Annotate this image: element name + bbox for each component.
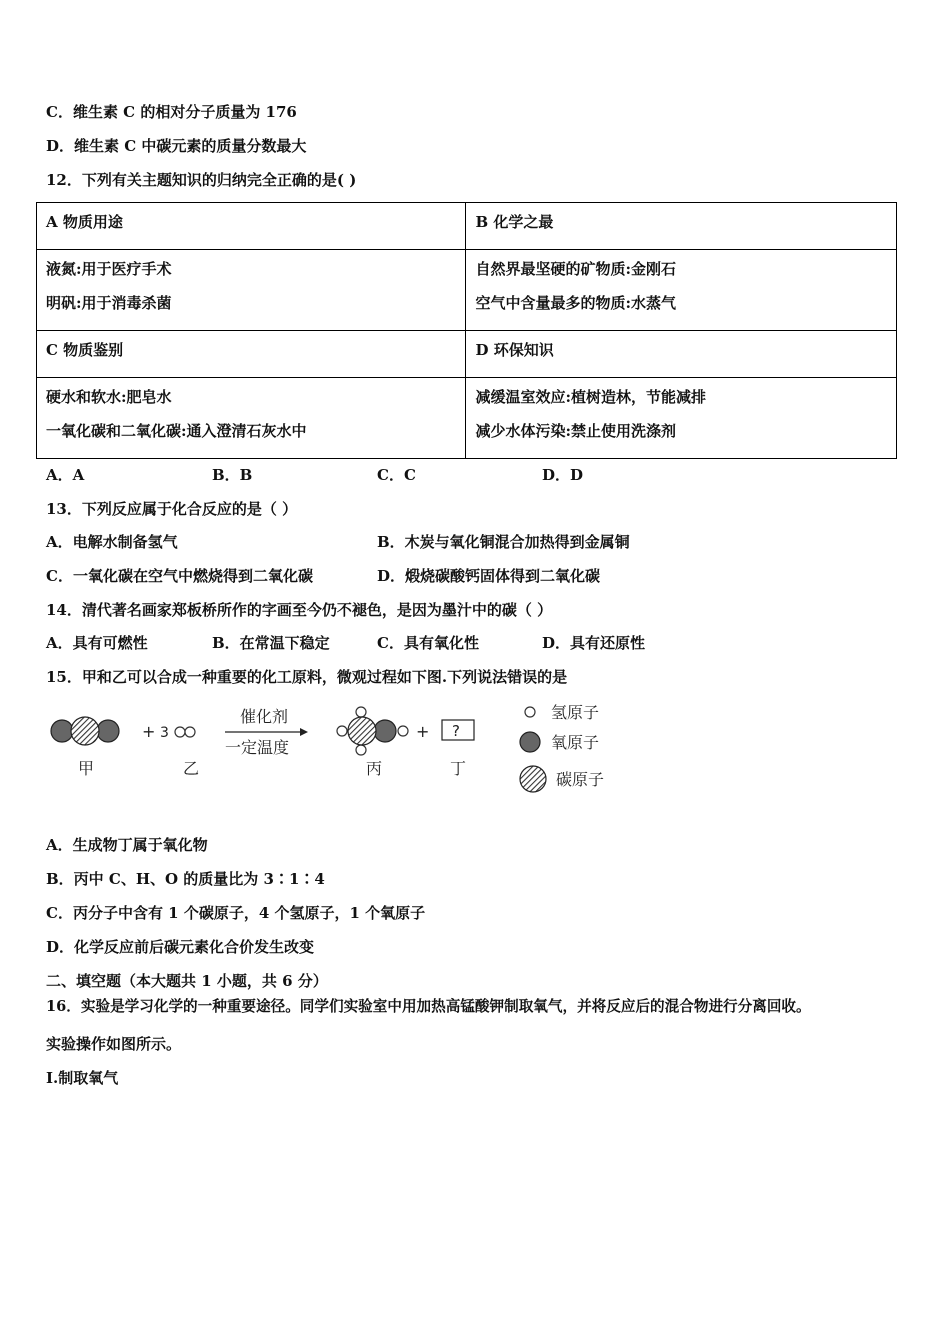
cell-a-title: A 物质用途	[37, 203, 466, 250]
q12-option-c: C．C	[377, 466, 416, 484]
cell-b-title: B 化学之最	[466, 203, 897, 250]
q15-option-d: D．化学反应前后碳元素化合价发生改变	[46, 938, 315, 956]
q14-option-a: A．具有可燃性	[46, 634, 148, 652]
cell-c-content: 硬水和软水:肥皂水 一氧化碳和二氧化碳:通入澄清石灰水中	[37, 378, 466, 459]
q12-option-d: D．D	[542, 466, 584, 484]
legend-hydrogen-label: 氢原子	[551, 703, 600, 722]
label-ding: 丁	[450, 759, 467, 778]
q13-option-d: D．煅烧碳酸钙固体得到二氧化碳	[377, 567, 601, 585]
q15-option-a: A．生成物丁属于氧化物	[46, 836, 208, 854]
legend	[520, 703, 604, 792]
q14-stem: 14．清代著名画家郑板桥所作的字画至今仍不褪色，是因为墨汁中的碳（ ）	[46, 601, 553, 619]
q16-sub-heading: Ⅰ.制取氧气	[46, 1069, 119, 1087]
q15-stem: 15．甲和乙可以合成一种重要的化工原料，微观过程如下图.下列说法错误的是	[46, 668, 568, 686]
cell-d-content: 减缓温室效应:植树造林，节能减排 减少水体污染:禁止使用洗涤剂	[466, 378, 897, 459]
q13-option-a: A．电解水制备氢气	[46, 533, 178, 551]
condition-label: 一定温度	[225, 738, 290, 757]
plus-sign-1: +	[142, 722, 156, 741]
legend-oxygen-label: 氧原子	[551, 733, 600, 752]
reaction-diagram	[44, 700, 624, 800]
molecule-jia	[51, 717, 119, 745]
legend-hydrogen-icon	[525, 707, 535, 717]
q14-option-b: B．在常温下稳定	[212, 634, 330, 652]
q13-option-b: B．木炭与氧化铜混合加热得到金属铜	[377, 533, 630, 551]
catalyst-label: 催化剂	[240, 707, 289, 726]
plus-sign-2: +	[416, 722, 430, 741]
unknown-mark: ?	[452, 722, 460, 740]
arrow-head	[300, 728, 308, 736]
label-bing: 丙	[366, 759, 383, 778]
coefficient: 3	[160, 725, 169, 741]
cell-d-title: D 环保知识	[466, 331, 897, 378]
legend-carbon-icon	[520, 766, 546, 792]
q12-option-b: B．B	[212, 466, 253, 484]
molecule-bing	[337, 707, 408, 755]
cell-c-title: C 物质鉴别	[37, 331, 466, 378]
q11-option-d: D．维生素 C 中碳元素的质量分数最大	[46, 137, 307, 155]
legend-oxygen-icon	[520, 732, 540, 752]
label-yi: 乙	[183, 759, 200, 778]
q12-option-a: A．A	[46, 466, 85, 484]
q13-option-c: C．一氧化碳在空气中燃烧得到二氧化碳	[46, 567, 313, 585]
section-heading: 二、填空题（本大题共 1 小题，共 6 分）	[46, 972, 328, 990]
q12-stem: 12．下列有关主题知识的归纳完全正确的是( )	[46, 171, 357, 189]
q15-option-c: C．丙分子中含有 1 个碳原子，4 个氢原子，1 个氧原子	[46, 904, 426, 922]
q11-option-c: C．维生素 C 的相对分子质量为 176	[46, 103, 297, 121]
molecule-yi	[175, 727, 195, 737]
q14-option-c: C．具有氧化性	[377, 634, 479, 652]
q12-knowledge-table	[36, 202, 897, 459]
legend-carbon-label: 碳原子	[556, 770, 605, 789]
q14-option-d: D．具有还原性	[542, 634, 646, 652]
q16-line-1: 16．实验是学习化学的一种重要途径。同学们实验室中用加热高锰酸钾制取氧气，并将反应后的混合物进行分离回收。	[46, 998, 811, 1015]
q16-line-2: 实验操作如图所示。	[46, 1035, 182, 1053]
cell-a-content: 液氮:用于医疗手术 明矾:用于消毒杀菌	[37, 250, 466, 331]
q15-option-b: B．丙中 C、H、O 的质量比为 3∶1∶4	[46, 870, 325, 888]
cell-b-content: 自然界最坚硬的矿物质:金刚石 空气中含量最多的物质:水蒸气	[466, 250, 897, 331]
q13-stem: 13．下列反应属于化合反应的是（ ）	[46, 500, 298, 518]
label-jia: 甲	[78, 759, 95, 778]
